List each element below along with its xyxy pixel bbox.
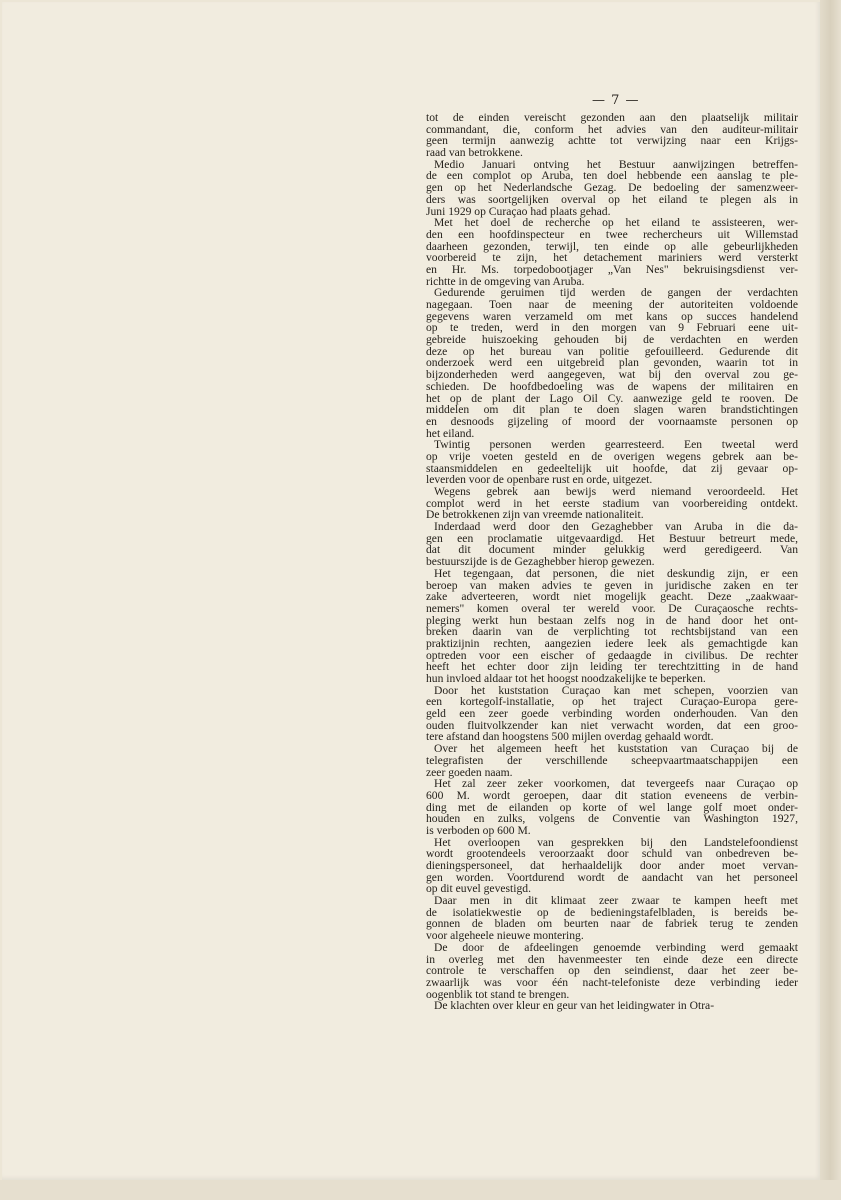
text-line: leverden voor de openbare rust en orde, uitgezet. xyxy=(426,473,653,487)
page-right-edge xyxy=(820,0,841,1200)
text-line: raad van betrokkene. xyxy=(426,146,523,160)
text-line: Het tegengaan, dat personen, die niet deskundig zijn, er een xyxy=(434,566,798,580)
text-line: optreden voor een eischer of gedaagde in civilibus. De rechter xyxy=(426,648,798,662)
text-line: ouden fluitvolkzender kan niet verwacht worden, dat een groo- xyxy=(426,718,798,732)
text-line: bijzonderheden werd aangegeven, wat bij den overval zou ge- xyxy=(426,368,798,382)
page-bottom-edge xyxy=(0,1180,841,1200)
text-line: ding met de eilanden op korte of wel lange golf moet onder- xyxy=(426,800,798,814)
text-line: geen termijn aanwezig achtte tot verwijzing naar een Krijgs- xyxy=(426,134,798,148)
text-line: Wegens gebrek aan bewijs werd niemand veroordeeld. Het xyxy=(434,485,798,498)
text-line: gebreide huiszoeking gehouden bij de verdachten en werden xyxy=(426,333,798,347)
text-line: een kortegolf-installatie, op het traject Curaçao-Europa gere- xyxy=(426,695,798,709)
text-line: praktizijnin rechten, aangezien iedere leek als gemachtigde kan xyxy=(426,636,798,650)
text-line: tere afstand dan hoogstens 500 mijlen overdag gehaald wordt. xyxy=(426,730,714,744)
text-line: Twintig personen werden gearresteerd. Een tweetal werd xyxy=(434,438,798,452)
text-line: op vrije voeten gesteld en de overigen wegens gebrek aan be- xyxy=(426,449,798,463)
text-line: Daar men in dit klimaat zeer zwaar te kampen heeft met xyxy=(434,894,798,908)
text-line: De klachten over kleur en geur van het leidingwater in Otra- xyxy=(434,999,715,1013)
text-line: pleging werkt hun bestaan zelfs nog in de hand door het ont- xyxy=(426,613,798,627)
text-line: hun invloed aldaar tot het hoogst noodzakelijke te beperken. xyxy=(426,672,706,685)
text-line: Gedurende geruimen tijd werden de gangen der verdachten xyxy=(434,286,798,300)
text-line: complot werd in het eerste stadium van voorbereiding ontdekt. xyxy=(426,496,798,510)
text-line: is verboden op 600 M. xyxy=(426,823,531,837)
text-line: op dit euvel gevestigd. xyxy=(426,882,531,896)
text-line: De door de afdeelingen genoemde verbinding werd gemaakt xyxy=(434,940,798,954)
text-line: bestuurszijde is de Gezaghebber hierop gewezen. xyxy=(426,555,655,569)
text-line: tot de einden vereischt gezonden aan den plaatselijk militair xyxy=(426,111,798,124)
text-line: voor algeheele nieuwe montering. xyxy=(426,929,584,943)
text-line: gonnen de bladen om beurten naar de fabriek terug te zenden xyxy=(426,917,798,931)
text-line: zwaarlijk was voor één nacht-telefoniste deze verbinding ieder xyxy=(426,975,798,989)
text-line: zake adverteeren, wordt niet mogelijk geacht. Deze „zaakwaar- xyxy=(426,590,798,604)
text-line: Inderdaad werd door den Gezaghebber van Aruba in die da- xyxy=(434,520,798,534)
text-line: geld een zeer goede verbinding worden onderhouden. Van den xyxy=(426,707,798,721)
text-line: Het zal zeer zeker voorkomen, dat tevergeefs naar Curaçao op xyxy=(434,777,798,791)
text-line: en desnoods gijzeling of moord der voornaamste personen op xyxy=(426,414,798,428)
text-line: de isolatiekwestie op de bedieningstafelbladen, is bereids be- xyxy=(426,905,798,919)
text-line: beroep van maken advies te geven in juridische zaken en ter xyxy=(426,578,798,592)
text-line: gegevens waren verzameld om met kans op succes handelend xyxy=(426,309,798,323)
text-line: houden en zulks, volgens de Conventie van Washington 1927, xyxy=(426,812,798,826)
text-line: Het overloopen van gesprekken bij den Landstelefoondienst xyxy=(434,835,798,849)
text-line: het op de plant der Lago Oil Cy. aanwezige geld te rooven. De xyxy=(426,391,798,405)
text-line: schieden. De hoofdbedoeling was de wapens der militairen en xyxy=(426,379,798,393)
text-line: dieningspersoneel, dat herhaaldelijk door ander moet vervan- xyxy=(426,859,798,872)
text-line: gen worden. Voortdurend wordt de aandacht van het personeel xyxy=(426,870,798,884)
text-line: Door het kuststation Curaçao kan met schepen, voorzien van xyxy=(434,683,798,697)
text-line: Medio Januari ontving het Bestuur aanwijzingen betreffen- xyxy=(434,157,798,171)
text-line: zeer goeden naam. xyxy=(426,765,513,779)
text-line: De betrokkenen zijn van vreemde nationaliteit. xyxy=(426,508,644,522)
text-line: breken daarin van de verplichting tot rechtsbijstand van een xyxy=(426,625,798,639)
text-line: nagegaan. Toen naar de meening der autoriteiten voldoende xyxy=(426,298,798,311)
text-line: middelen om dit plan te doen slagen waren brandstichtingen xyxy=(426,403,798,417)
text-line: dat dit document minder gelukkig werd geredigeerd. Van xyxy=(426,543,798,557)
text-line: heeft het echter door zijn leiding ter terechtzitting in de hand xyxy=(426,660,798,674)
text-line: in overleg met den havenmeester ten einde deze een directe xyxy=(426,952,798,966)
text-line: Juni 1929 op Curaçao had plaats gehad. xyxy=(426,204,611,218)
text-line: het eiland. xyxy=(426,426,475,440)
text-line: daarheen gezonden, terwijl, ten einde op alle gebeurlijkheden xyxy=(426,239,798,253)
text-line: voorbereid te zijn, het detachement mariniers werd versterkt xyxy=(426,251,798,265)
text-line: nemers" komen overal ter wereld voor. De Curaçaosche rechts- xyxy=(426,601,798,615)
text-line: staansmiddelen en gedeeltelijk uit hoofde, dat zij gevaar op- xyxy=(426,461,798,475)
text-line: op te treden, werd in den morgen van 9 Februari eene uit- xyxy=(426,321,798,335)
text-line: Over het algemeen heeft het kuststation van Curaçao bij de xyxy=(434,742,798,756)
text-line: de een complot op Aruba, ten doel hebbende een aanslag te ple- xyxy=(426,169,798,183)
page-number: — 7 — xyxy=(592,93,640,108)
text-line: controle te verschaffen op den seindienst, daar het zeer be- xyxy=(426,964,798,978)
text-line: den een hoofdinspecteur en twee rechercheurs uit Willemstad xyxy=(426,227,798,241)
text-line: wordt grootendeels veroorzaakt door schuld van onbedreven be- xyxy=(426,847,798,861)
text-line: en Hr. Ms. torpedobootjager „Van Nes" bekruisingsdienst ver- xyxy=(426,262,798,276)
text-line: oogenblik tot stand te brengen. xyxy=(426,987,570,1001)
text-line: 600 M. wordt geroepen, daar dit station eveneens de verbin- xyxy=(426,788,798,802)
text-line: richtte in de omgeving van Aruba. xyxy=(426,274,585,288)
text-line: deze op het bureau van politie gefouilleerd. Gedurende dit xyxy=(426,344,798,358)
text-line: gen een proclamatie uitgevaardigd. Het Bestuur betreurt mede, xyxy=(426,531,798,545)
body-text-column xyxy=(426,112,798,1012)
text-line: onderzoek werd een uitgebreid plan gevonden, waarin tot in xyxy=(426,356,798,370)
text-line: telegrafisten der verschillende scheepvaartmaatschappijen een xyxy=(426,753,798,767)
text-line: gen op het Nederlandsche Gezag. De bedoeling der samenzweer- xyxy=(426,181,798,195)
text-line: ders was soortgelijken overval op het eiland te plegen als in xyxy=(426,192,798,206)
text-line: commandant, die, conform het advies van den auditeur-militair xyxy=(426,122,798,136)
text-line: Met het doel de recherche op het eiland te assisteeren, wer- xyxy=(434,216,798,230)
